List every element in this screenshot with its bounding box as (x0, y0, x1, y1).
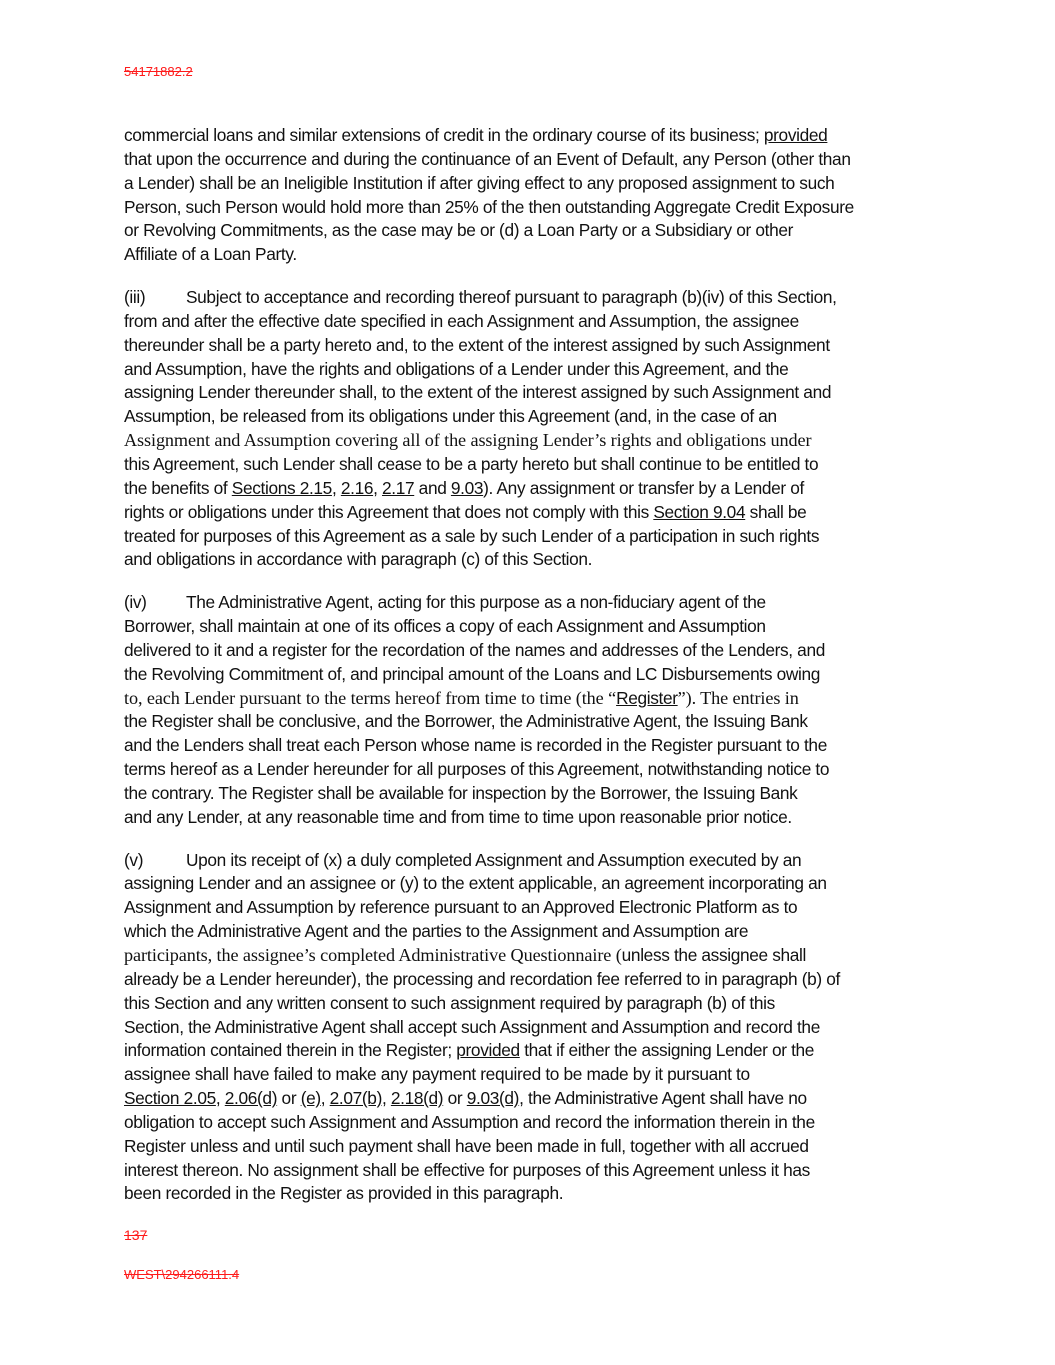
section-reference: Section 9.04 (653, 501, 746, 522)
text-line: commercial loans and similar extensions of credit in the ordinary course of its business; provided (124, 125, 828, 145)
section-reference: 2.07(b) (329, 1088, 382, 1109)
section-reference: 2.16 (340, 477, 374, 498)
paragraph-iv: (iv) The Administrative Agent, acting for this purpose as a non-fiduciary agent of the Borrower, shall maintain at one of its offices a copy of each Assignment and Assumption delivered to it and a register for the recordation of the names and addresses of the Lenders, and the Revolving Commitment of, and principal amount of the Loans and LC Disbursements owing to, each Lender pursuant to the terms hereof from time to time (the “Register”). The entries in the Register shall be conclusive, and the Borrower, the Administrative Agent, the Issuing Bank and the Lenders shall treat each Person whose name is recorded in the Register pursuant to the terms hereof as a Lender hereunder for all purposes of this Agreement, notwithstanding notice to the contrary. The Register shall be available for inspection by the Borrower, the Issuing Bank and any Lender, at any reasonable time and from time to time upon reasonable prior notice. (124, 592, 830, 827)
paragraph-v: (v) Upon its receipt of (x) a duly completed Assignment and Assumption executed by an assigning Lender and an assignee or (y) to the extent applicable, an agreement incorporating an Assignment and Assumption by reference pursuant to an Approved Electronic Platform as to which the Administrative Agent and the parties to the Assignment and Assumption are participants, the assignee’s completed Administrative Questionnaire (unless the assignee shall already be a Lender hereunder), the processing and recordation fee referred to in paragraph (b) of this Section and any written consent to such assignment required by paragraph (b) of this Section, the Administrative Agent shall accept such Assignment and Assumption and record the information contained therein in the Register; provided that if either the assigning Lender or the assignee shall have failed to make any payment required to be made by it pursuant to Section 2.05, 2.06(d) or (e), 2.07(b), 2.18(d) or 9.03(d), the Administrative Agent shall have no obligation to accept such Assignment and Assumption and record the information therein in the Register unless and until such payment shall have been made in full, together with all accrued interest thereon. No assignment shall be effective for purposes of this Agreement unless it has been recorded in the Register as provided in this paragraph. (124, 849, 840, 1204)
footer-document-id: WEST\294266111.4 (124, 1267, 240, 1282)
section-reference: 2.18(d) (390, 1088, 444, 1109)
paragraph-number: (iv) (124, 592, 147, 613)
defined-term-provided: provided (763, 125, 828, 145)
paragraph-number: (v) (124, 849, 144, 870)
section-reference: Sections 2.15 (231, 477, 332, 498)
document-body (124, 124, 932, 1225)
section-reference: 9.03 (450, 477, 484, 498)
text-line: or Revolving Commitments, as the case may be or (d) a Loan Party or a Subsidiary or other (124, 220, 794, 241)
text-line: a Lender) shall be an Ineligible Institution if after giving effect to any proposed assignment to such (124, 172, 835, 193)
section-reference: (e) (300, 1088, 321, 1109)
section-reference: 2.17 (382, 477, 415, 498)
defined-term-register: Register (616, 687, 678, 708)
section-reference: 9.03(d) (466, 1088, 520, 1109)
text-line: that upon the occurrence and during the continuance of an Event of Default, any Person (other than (124, 148, 851, 169)
paragraph-number: (iii) (124, 287, 146, 308)
header-document-id: 54171882.2 (124, 64, 193, 79)
text-line: Affiliate of a Loan Party. (124, 244, 297, 265)
paragraph-continuation (124, 124, 932, 267)
page-number: 137 (124, 1227, 148, 1243)
section-reference: Section 2.05 (124, 1088, 216, 1109)
section-reference: 2.06(d) (224, 1088, 278, 1109)
defined-term-provided: provided (456, 1040, 520, 1061)
text-line: Person, such Person would hold more than 25% of the then outstanding Aggregate Credit Exposure (124, 196, 854, 217)
paragraph-iii: (iii) Subject to acceptance and recording thereof pursuant to paragraph (b)(iv) of this Section, from and after the effective date specified in each Assignment and Assumption, the assignee thereunder shall be a party hereto and, to the extent of the interest assigned by such Assignment and Assumption, have the rights and obligations of a Lender under this Agreement, and the assigning Lender thereunder shall, to the extent of the interest assigned by such Assignment and Assumption, be released from its obligations under this Agreement (and, in the case of an Assignment and Assumption covering all of the assigning Lender’s rights and obligations under this Agreement, such Lender shall cease to be a party hereto but shall continue to be entitled to the benefits of Sections 2.15, 2.16, 2.17 and 9.03). Any assignment or transfer by a Lender of rights or obligations under this Agreement that does not comply with this Section 9.04 shall be treated for purposes of this Agreement as a sale by such Lender of a participation in such rights and obligations in accordance with paragraph (c) of this Section. (124, 287, 837, 570)
